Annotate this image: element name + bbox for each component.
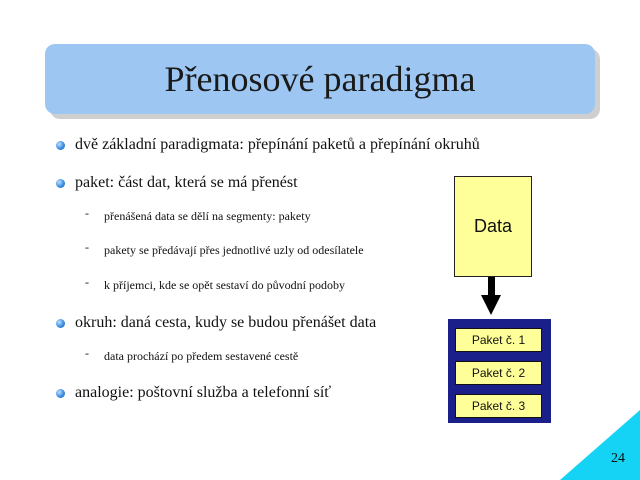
packet-label: Paket č. 2 <box>471 366 526 380</box>
sub-bullet-text: přenášená data se dělí na segmenty: pakety <box>104 209 311 223</box>
bullet-icon <box>56 179 65 188</box>
packet-label: Paket č. 3 <box>471 399 526 413</box>
sub-bullet-text: k příjemci, kde se opět sestaví do původní podoby <box>104 278 345 292</box>
packet-box <box>455 361 542 385</box>
corner-decoration <box>560 410 640 480</box>
data-box <box>454 176 532 277</box>
arrow-down-icon <box>488 277 495 296</box>
bullet-paradigms <box>75 136 480 154</box>
title-banner <box>45 44 595 114</box>
packet-box <box>455 394 542 418</box>
bullet-analogy <box>75 384 331 402</box>
sub-bullet <box>85 346 299 364</box>
packet-box <box>455 328 542 352</box>
bullet-icon <box>56 319 65 328</box>
page-number: 24 <box>611 451 625 466</box>
dash-marker: - <box>85 346 89 360</box>
sub-bullet <box>85 275 345 293</box>
bullet-text: analogie: poštovní služba a telefonní síť <box>75 384 332 401</box>
bullet-okruh <box>75 314 376 332</box>
sub-bullet <box>85 240 364 258</box>
sub-bullet-text: pakety se předávají přes jednotlivé uzly od odesílatele <box>104 243 364 257</box>
bullet-paket <box>75 174 298 192</box>
sub-bullet <box>85 206 311 224</box>
dash-marker: - <box>85 275 89 289</box>
arrow-head-icon <box>481 295 501 315</box>
bullet-text: paket: část dat, která se má přenést <box>75 174 298 191</box>
bullet-text: okruh: daná cesta, kudy se budou přenášet data <box>75 314 377 331</box>
sub-bullet-text: data prochází po předem sestavené cestě <box>104 349 299 363</box>
slide-title: Přenosové paradigma <box>164 59 476 99</box>
bullet-icon <box>56 141 65 150</box>
bullet-icon <box>56 389 65 398</box>
bullet-text: dvě základní paradigmata: přepínání paketů a přepínání okruhů <box>75 136 480 153</box>
data-label: Data <box>473 216 513 236</box>
dash-marker: - <box>85 206 89 220</box>
packet-label: Paket č. 1 <box>471 333 526 347</box>
dash-marker: - <box>85 240 89 254</box>
packet-group <box>448 319 551 423</box>
